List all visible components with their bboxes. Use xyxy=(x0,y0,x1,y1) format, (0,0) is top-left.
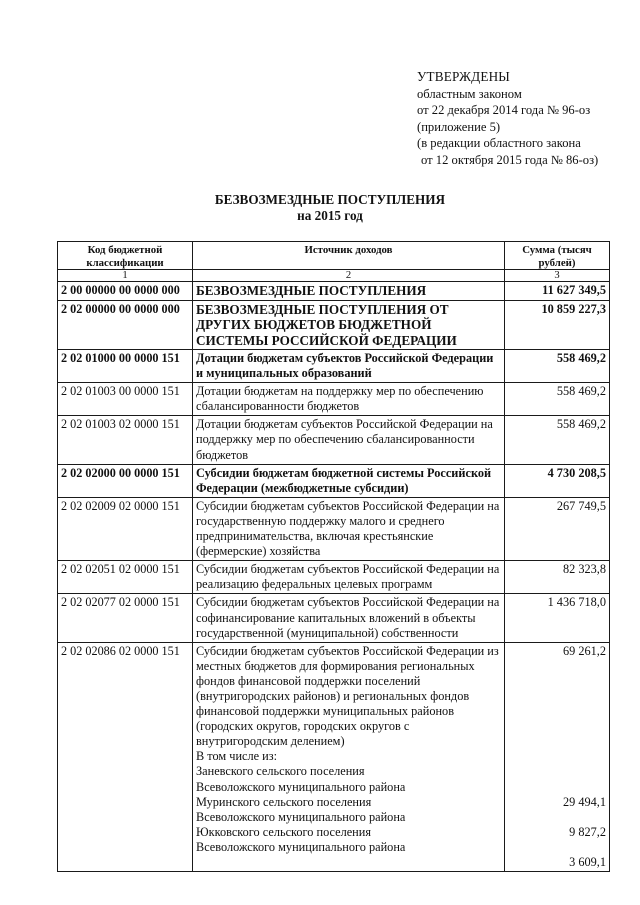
row-code: 2 02 02009 02 0000 151 xyxy=(58,497,193,560)
column-number-row xyxy=(58,270,610,282)
approval-stamp xyxy=(417,69,632,169)
title-line-main: БЕЗВОЗМЕЗДНЫЕ ПОСТУПЛЕНИЯ xyxy=(214,192,446,207)
row-source: БЕЗВОЗМЕЗДНЫЕ ПОСТУПЛЕНИЯ ОТ ДРУГИХ БЮДЖЕТОВ БЮДЖЕТНОЙ СИСТЕМЫ РОССИЙСКОЙ ФЕДЕРАЦИИ xyxy=(193,300,505,350)
row-amount: 267 749,5 xyxy=(505,497,610,560)
sub-item-line: Всеволожского муниципального района xyxy=(196,779,406,794)
table-row xyxy=(58,383,610,416)
table-row xyxy=(58,594,610,642)
table-row xyxy=(58,282,610,301)
row-amount: 11 627 349,5 xyxy=(505,282,610,301)
header-code: Код бюджетной классификации xyxy=(58,242,193,270)
including-label: В том числе из: xyxy=(196,749,278,764)
row-source: БЕЗВОЗМЕЗДНЫЕ ПОСТУПЛЕНИЯ xyxy=(193,282,505,301)
row-source: Субсидии бюджетам субъектов Российской Федерации на государственную поддержку малого и среднего предпринимательства, включая крестьянские (фермерские) хозяйства xyxy=(193,497,505,560)
row-source-cell xyxy=(193,642,505,871)
column-number: 1 xyxy=(58,270,193,282)
header-amount: Сумма (тысяч рублей) xyxy=(505,242,610,270)
revenue-table xyxy=(57,241,610,872)
sub-item-line: Заневского сельского поселения xyxy=(196,764,365,779)
row-amount: 4 730 208,5 xyxy=(505,464,610,497)
table-row xyxy=(58,642,610,871)
table-row xyxy=(58,350,610,383)
approval-line: (приложение 5) xyxy=(417,119,501,134)
header-source: Источник доходов xyxy=(193,242,505,270)
row-amount: 82 323,8 xyxy=(505,561,610,594)
approval-line: от 12 октября 2015 года № 86-оз) xyxy=(421,152,599,167)
document-title xyxy=(150,192,510,224)
approval-line: (в редакции областного закона xyxy=(417,136,581,151)
row-code: 2 02 01003 00 0000 151 xyxy=(58,383,193,416)
row-amount-cell xyxy=(505,642,610,871)
row-code: 2 02 02000 00 0000 151 xyxy=(58,464,193,497)
row-source: Субсидии бюджетам бюджетной системы Российской Федерации (межбюджетные субсидии) xyxy=(193,464,505,497)
row-amount: 69 261,2 xyxy=(562,643,606,658)
sub-item-line: Муринского сельского поселения xyxy=(196,794,372,809)
approval-line: от 22 декабря 2014 года № 96-оз xyxy=(417,103,591,118)
row-source: Субсидии бюджетам субъектов Российской Федерации из местных бюджетов для формирования региональных фондов финансовой поддержки поселений (внутригородских районов) и региональных фондов финансовой поддержки муниципальных районов (городских округов, городских округов с внутригородским делением) xyxy=(196,643,499,749)
amount-spacer xyxy=(508,840,606,855)
table-row xyxy=(58,464,610,497)
table-row xyxy=(58,300,610,350)
approval-heading: УТВЕРЖДЕНЫ xyxy=(417,69,511,84)
sub-item-line: Всеволожского муниципального района xyxy=(196,809,406,824)
row-amount: 10 859 227,3 xyxy=(505,300,610,350)
row-source: Дотации бюджетам субъектов Российской Федерации и муниципальных образований xyxy=(193,350,505,383)
approval-line: областным законом xyxy=(417,86,522,101)
sub-item-amount: 29 494,1 xyxy=(562,794,606,809)
row-source: Субсидии бюджетам субъектов Российской Федерации на реализацию федеральных целевых программ xyxy=(193,561,505,594)
row-code: 2 02 02051 02 0000 151 xyxy=(58,561,193,594)
table-row xyxy=(58,416,610,464)
row-code: 2 02 02086 02 0000 151 xyxy=(58,642,193,871)
row-amount: 558 469,2 xyxy=(505,416,610,464)
amount-spacer xyxy=(508,659,606,795)
row-code: 2 00 00000 00 0000 000 xyxy=(58,282,193,301)
table-row xyxy=(58,561,610,594)
table-row xyxy=(58,497,610,560)
row-amount: 1 436 718,0 xyxy=(505,594,610,642)
row-source: Дотации бюджетам на поддержку мер по обеспечению сбалансированности бюджетов xyxy=(193,383,505,416)
row-code: 2 02 01003 02 0000 151 xyxy=(58,416,193,464)
row-code: 2 02 01000 00 0000 151 xyxy=(58,350,193,383)
header-row xyxy=(58,242,610,270)
sub-item-amount: 3 609,1 xyxy=(569,855,606,870)
row-code: 2 02 02077 02 0000 151 xyxy=(58,594,193,642)
sub-item-line: Всеволожского муниципального района xyxy=(196,839,406,854)
row-source: Субсидии бюджетам субъектов Российской Федерации на софинансирование капитальных вложений в объекты государственной (муниципальной) собственности xyxy=(193,594,505,642)
column-number: 3 xyxy=(505,270,610,282)
row-code: 2 02 00000 00 0000 000 xyxy=(58,300,193,350)
row-amount: 558 469,2 xyxy=(505,383,610,416)
column-number: 2 xyxy=(193,270,505,282)
title-line-year: на 2015 год xyxy=(297,208,363,223)
row-source: Дотации бюджетам субъектов Российской Федерации на поддержку мер по обеспечению сбалансированности бюджетов xyxy=(193,416,505,464)
amount-spacer xyxy=(508,810,606,825)
sub-item-amount: 9 827,2 xyxy=(569,824,606,839)
sub-item-line: Юкковского сельского поселения xyxy=(196,824,372,839)
row-amount: 558 469,2 xyxy=(505,350,610,383)
